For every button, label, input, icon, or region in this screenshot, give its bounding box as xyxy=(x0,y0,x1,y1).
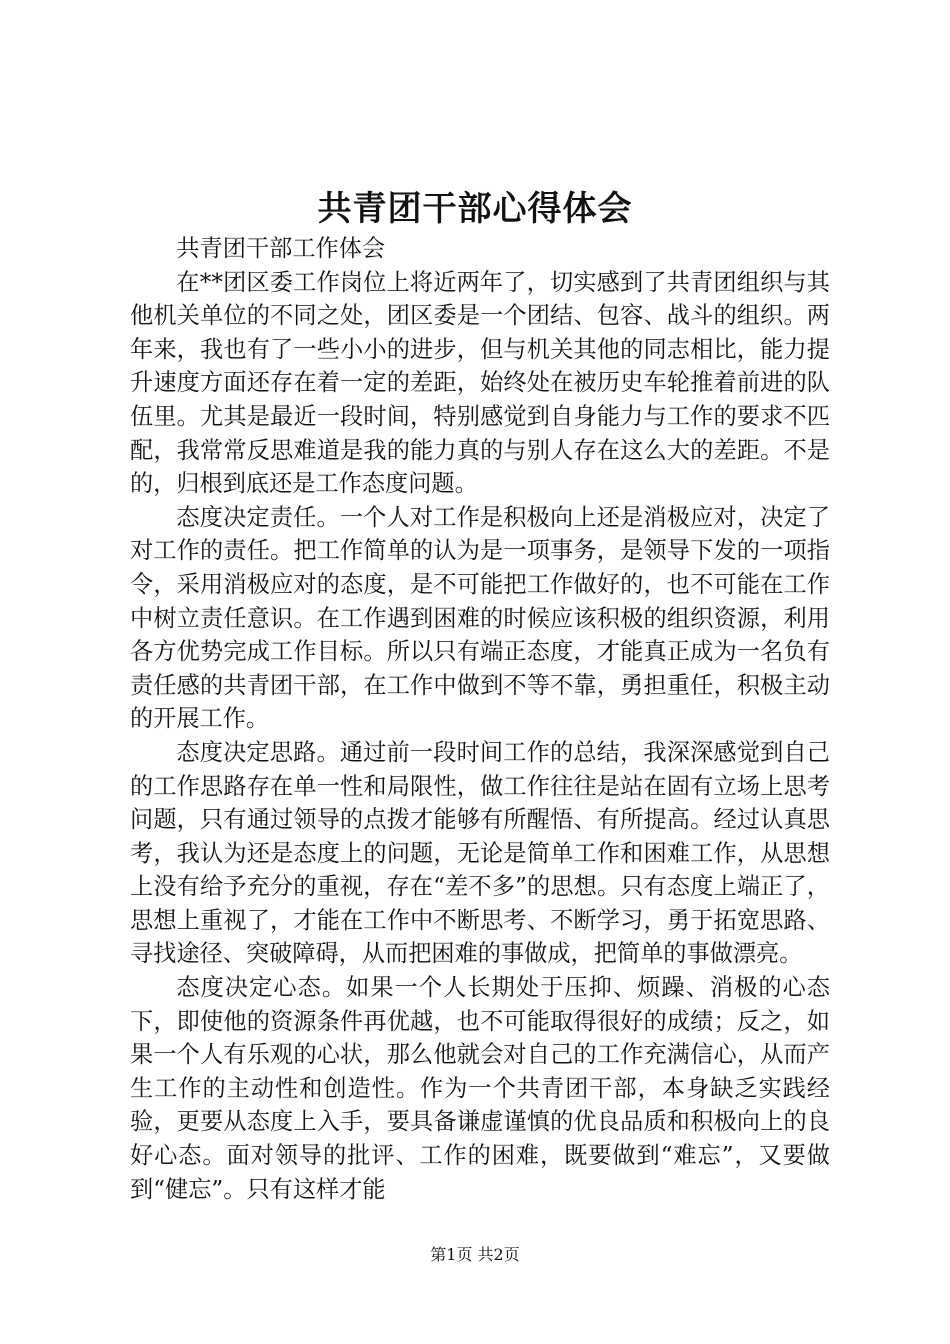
body-paragraph: 态度决定责任。一个人对工作是积极向上还是消极应对，决定了对工作的责任。把工作简单的认为是一项事务，是领导下发的一项指令，采用消极应对的态度，是不可能把工作做好的，也不可能在工作中树立责任意识。在工作遇到困难的时候应该积极的组织资源，利用各方优势完成工作目标。所以只有端正态度，才能真正成为一名负有责任感的共青团干部，在工作中做到不等不靠，勇担重任，积极主动的开展工作。 xyxy=(130,503,830,733)
page-number-footer: 第1页 共2页 xyxy=(430,1245,520,1264)
document-title: 共青团干部心得体会 xyxy=(317,189,633,229)
subtitle-paragraph: 共青团干部工作体会 xyxy=(176,235,386,262)
body-paragraph: 态度决定思路。通过前一段时间工作的总结，我深深感觉到自己的工作思路存在单一性和局限性，做工作往往是站在固有立场上思考问题，只有通过领导的点拨才能够有所醒悟、有所提高。经过认真思考，我认为还是态度上的问题，无论是简单工作和困难工作，从思想上没有给予充分的重视，存在“差不多”的思想。只有态度上端正了，思想上重视了，才能在工作中不断思考、不断学习，勇于拓宽思路、寻找途径、突破障碍，从而把困难的事做成，把简单的事做漂亮。 xyxy=(130,738,830,968)
body-paragraph: 态度决定心态。如果一个人长期处于压抑、烦躁、消极的心态下，即使他的资源条件再优越，也不可能取得很好的成绩；反之，如果一个人有乐观的心状，那么他就会对自己的工作充满信心，从而产生工作的主动性和创造性。作为一个共青团干部，本身缺乏实践经验，更要从态度上入手，要具备谦虚谨慎的优良品质和积极向上的良好心态。面对领导的批评、工作的困难，既要做到“难忘”，又要做到“健忘”。只有这样才能 xyxy=(130,974,830,1203)
body-paragraph: 在**团区委工作岗位上将近两年了，切实感到了共青团组织与其他机关单位的不同之处，团区委是一个团结、包容、战斗的组织。两年来，我也有了一些小小的进步，但与机关其他的同志相比，能力提升速度方面还存在着一定的差距，始终处在被历史车轮推着前进的队伍里。尤其是最近一段时间，特别感觉到自身能力与工作的要求不匹配，我常常反思难道是我的能力真的与别人存在这么大的差距。不是的，归根到底还是工作态度问题。 xyxy=(130,268,830,498)
document-body xyxy=(130,232,830,1206)
